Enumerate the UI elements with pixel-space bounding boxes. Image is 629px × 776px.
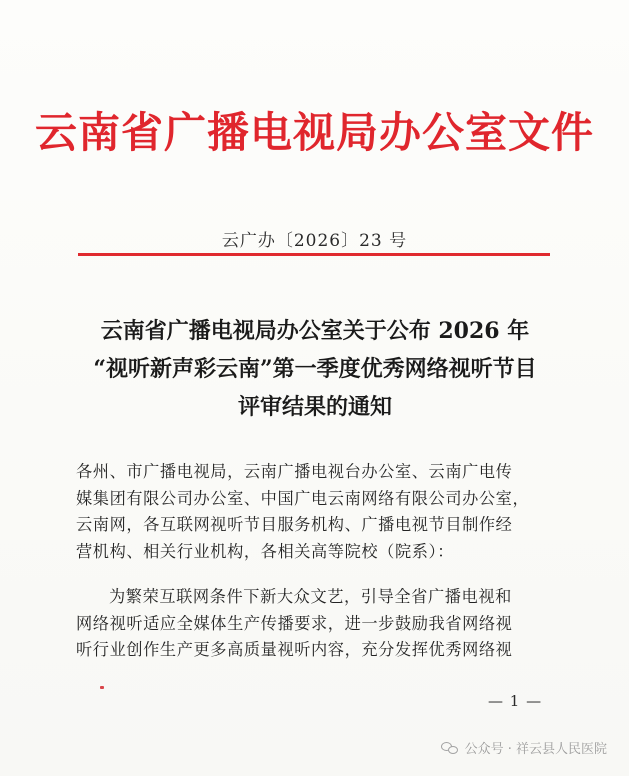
page-number: — 1 — — [488, 692, 543, 710]
paragraph-line: 网络视听适应全媒体生产传播要求，进一步鼓励我省网络视 — [76, 613, 513, 633]
addressee-line: 各州、市广播电视局，云南广播电视台办公室、云南广电传 — [76, 462, 513, 481]
watermark-text: 公众号 · 祥云县人民医院 — [464, 742, 607, 757]
addressee-line: 营机构、相关行业机构，各相关高等院校（院系）： — [76, 541, 455, 561]
paragraph-line: 听行业创作生产更多高质量视听内容，充分发挥优秀网络视 — [76, 640, 513, 660]
addressee-line: 云南网，各互联网视听节目服务机构、广播电视节目制作经 — [76, 515, 513, 535]
addressees — [76, 459, 556, 565]
addressee-line: 媒集团有限公司办公室、中国广电云南网络有限公司办公室， — [76, 488, 530, 508]
red-speck — [100, 686, 104, 689]
wechat-icon — [441, 741, 459, 755]
watermark — [441, 738, 607, 757]
notice-title — [60, 312, 570, 426]
red-divider — [78, 253, 550, 256]
title-line: 云南省广播电视局办公室关于公布 2026 年 — [100, 318, 530, 344]
document-number: 云广办〔2026〕23 号 — [221, 231, 408, 251]
paragraph-line: 为繁荣互联网条件下新大众文艺，引导全省广播电视和 — [109, 587, 512, 606]
title-line: “视听新声彩云南”第一季度优秀网络视听节目 — [93, 356, 537, 382]
body-paragraph — [76, 584, 556, 664]
title-line: 评审结果的通知 — [237, 394, 392, 420]
issuer-heading: 云南省广播电视局办公室文件 — [34, 108, 594, 157]
